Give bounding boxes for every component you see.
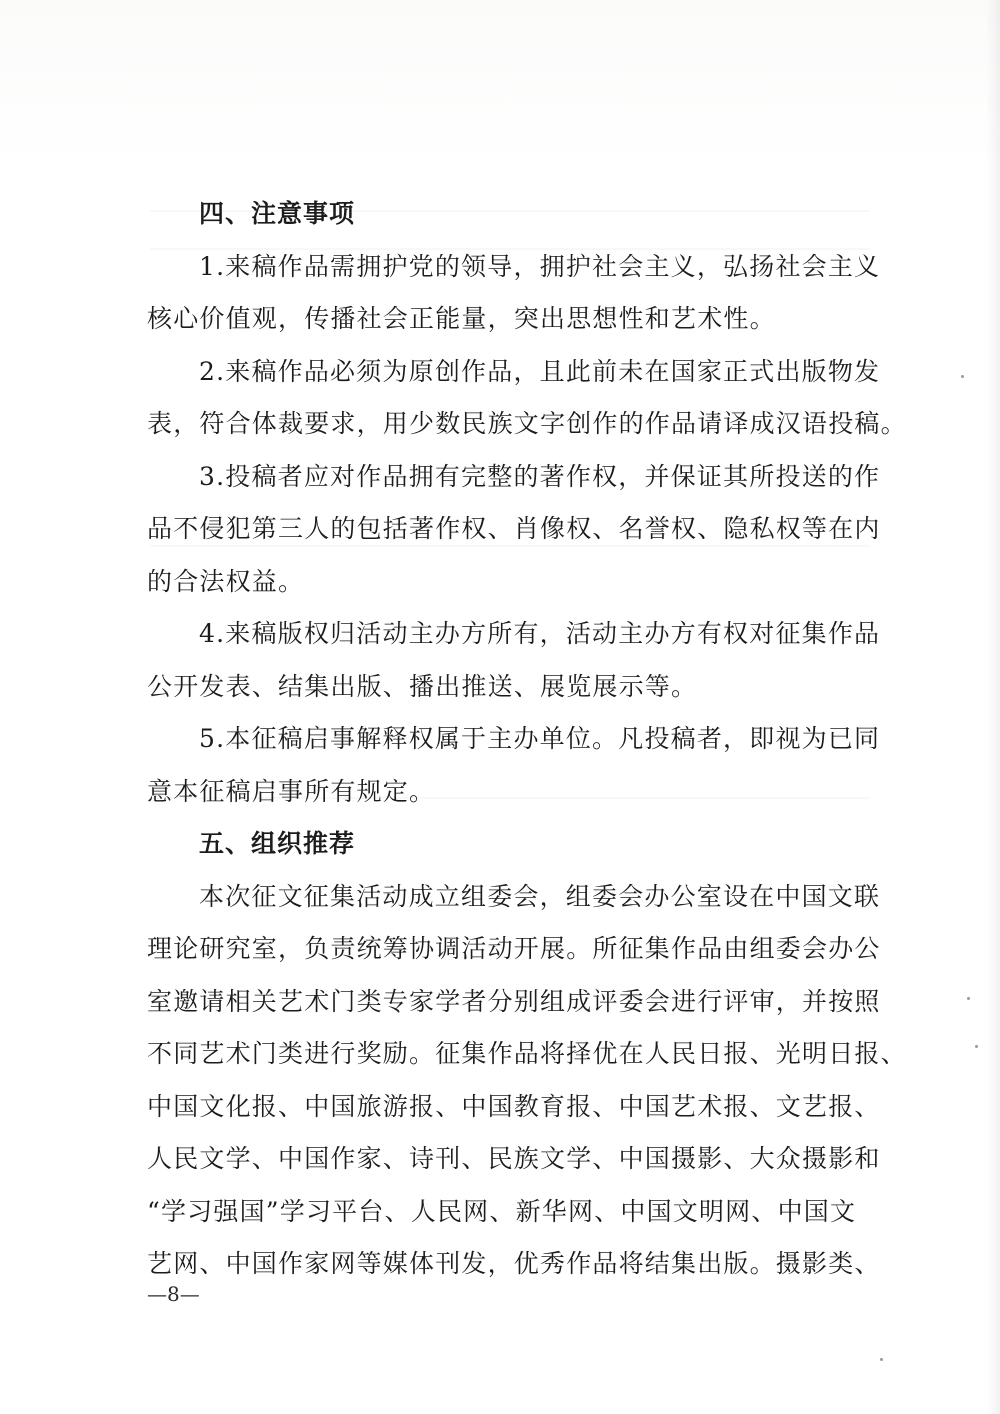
note-4-line-2: 公开发表、结集出版、播出推送、展览展示等。 — [147, 671, 698, 701]
recommendation-line-7: “学习强国”学习平台、人民网、新华网、中国文明网、中国文 — [147, 1196, 857, 1226]
note-1-line-2: 核心价值观，传播社会正能量，突出思想性和艺术性。 — [147, 304, 776, 333]
document-body — [147, 188, 907, 1291]
scan-speck — [967, 997, 970, 1000]
recommendation-line-1: 本次征文征集活动成立组委会，组委会办公室设在中国文联 — [199, 881, 881, 911]
recommendation-line-6: 人民文学、中国作家、诗刊、民族文学、中国摄影、大众摄影和 — [147, 1144, 881, 1173]
recommendation-line-8: 艺网、中国作家网等媒体刊发，优秀作品将结集出版。摄影类、 — [147, 1249, 881, 1278]
recommendation-line-3: 室邀请相关艺术门类专家学者分别组成评委会进行评审，并按照 — [147, 986, 881, 1016]
note-2-line-2: 表，符合体裁要求，用少数民族文字创作的作品请译成汉语投稿。 — [147, 409, 907, 438]
section-heading-notes: 四、注意事项 — [199, 199, 356, 228]
note-4-line-1: 4.来稿版权归活动主办方所有，活动主办方有权对征集作品 — [199, 619, 881, 648]
scan-speck — [975, 1045, 978, 1048]
scan-edge-shadow — [986, 0, 1000, 1414]
note-3-line-3: 的合法权益。 — [147, 566, 305, 596]
note-2-line-1: 2.来稿作品必须为原创作品，且此前未在国家正式出版物发 — [199, 356, 881, 386]
note-5-line-2: 意本征稿启事所有规定。 — [147, 776, 436, 806]
section-heading-recommendation: 五、组织推荐 — [199, 829, 356, 858]
note-1-line-1: 1.来稿作品需拥护党的领导，拥护社会主义，弘扬社会主义 — [199, 251, 881, 281]
note-3-line-2: 品不侵犯第三人的包括著作权、肖像权、名誉权、隐私权等在内 — [147, 514, 881, 543]
recommendation-line-2: 理论研究室，负责统筹协调活动开展。所征集作品由组委会办公 — [147, 934, 881, 963]
recommendation-line-4: 不同艺术门类进行奖励。征集作品将择优在人民日报、光明日报、 — [147, 1039, 907, 1068]
note-5-line-1: 5.本征稿启事解释权属于主办单位。凡投稿者，即视为已同 — [199, 724, 881, 753]
scan-speck — [961, 375, 964, 378]
recommendation-line-5: 中国文化报、中国旅游报、中国教育报、中国艺术报、文艺报、 — [147, 1091, 881, 1121]
scan-speck — [880, 1358, 883, 1361]
page-number: —8— — [147, 1282, 200, 1306]
note-3-line-1: 3.投稿者应对作品拥有完整的著作权，并保证其所投送的作 — [199, 461, 881, 491]
